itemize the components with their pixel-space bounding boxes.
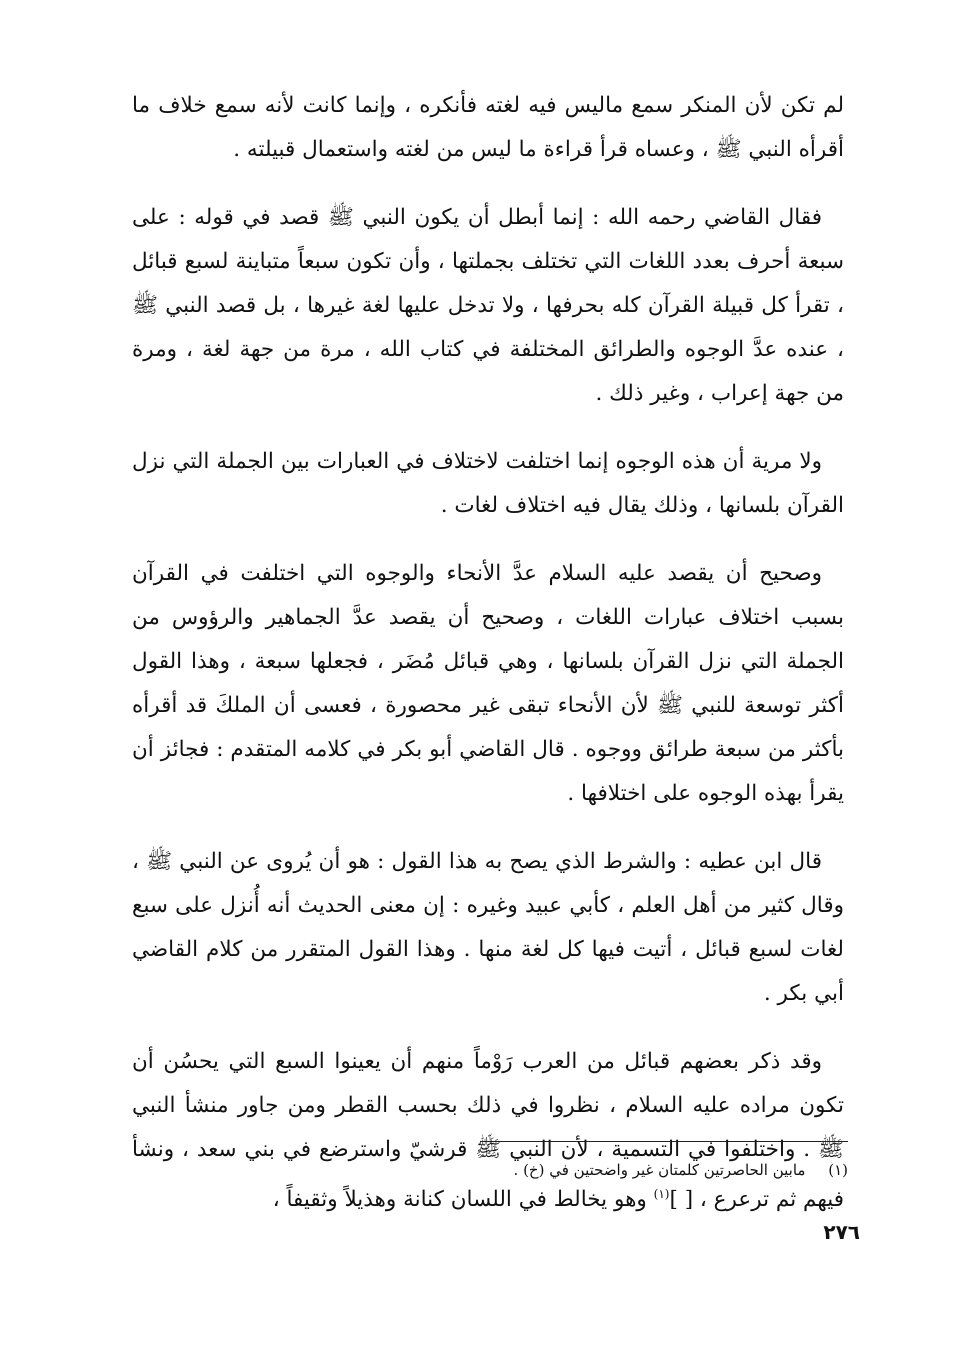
paragraph-4-text: وصحيح أن يقصد عليه السلام عدَّ الأنحاء والوجوه التي اختلفت في القرآن بسبب اختلاف عبارات اللغات ، وصحيح أن يقصد عدَّ الجماهير والرؤوس من الجملة التي نزل القرآن بلسانها ، وهي قبائل مُضَر ، فجعلها سبعة ، وهذا القول أكثر توسعة للنبي ﷺ لأن الأنحاء تبقى غير محصورة ، فعسى أن الملكَ قد أقرأه بأكثر من سبعة طرائق ووجوه . قال القاضي أبو بكر في كلامه المتقدم : فجائز أن يقرأ بهذه الوجوه على اختلافها . [132, 561, 844, 806]
page-number: ٢٧٦ [823, 1220, 860, 1244]
footnote-number: (١) [828, 1161, 848, 1179]
footnote [420, 1158, 848, 1182]
paragraph-6-text: وقد ذكر بعضهم قبائل من العرب رَوْماً منهم أن يعينوا السبع التي يحسُن أن تكون مراده عليه السلام ، نظروا في ذلك بحسب القطر ومن جاور منشأ النبي ﷺ . واختلفوا في التسمية ، لأن النبي ﷺ قرشيّ واسترضع في بني سعد ، ونشأ فيهم ثم ترعرع ، [ ] [132, 1049, 844, 1213]
main-text [132, 84, 844, 1246]
paragraph-5-text: قال ابن عطيه : والشرط الذي يصح به هذا القول : هو أن يُروى عن النبي ﷺ ، وقال كثير من أهل العلم ، كأبي عبيد وغيره : إن معنى الحديث أنه أُنزل على سبع لغات لسبع قبائل ، أتيت فيها كل لغة منها . وهذا القول المتقرر من كلام القاضي أبي بكر . [132, 849, 844, 1006]
paragraph-1-text: لم تكن لأن المنكر سمع ماليس فيه لغته فأنكره ، وإنما كانت لأنه سمع خلاف ما أقرأه النبي ﷺ ، وعساه قرأ قراءة ما ليس من لغته واستعمال قبيلته . [132, 93, 844, 162]
paragraph-6 [132, 1040, 844, 1222]
paragraph-4 [132, 552, 844, 816]
paragraph-3 [132, 440, 844, 528]
footnote-divider [480, 1141, 848, 1142]
paragraph-6-tail: وهو يخالط في اللسان كنانة وهذيلاً وثقيفاً ، [272, 1187, 647, 1213]
paragraph-2 [132, 196, 844, 416]
footnote-reference: (١) [653, 1187, 670, 1201]
footnote-text: مابين الحاصرتين كلمتان غير واضحتين في (خ) . [513, 1161, 806, 1179]
paragraph-2-text: فقال القاضي رحمه الله : إنما أبطل أن يكون النبي ﷺ قصد في قوله : على سبعة أحرف بعدد اللغات التي تختلف بجملتها ، وأن تكون سبعاً متباينة لسبع قبائل ، تقرأ كل قبيلة القرآن كله بحرفها ، ولا تدخل عليها لغة غيرها ، بل قصد النبي ﷺ ، عنده عدَّ الوجوه والطرائق المختلفة في كتاب الله ، مرة من جهة لغة ، ومرة من جهة إعراب ، وغير ذلك . [132, 205, 844, 406]
paragraph-1 [132, 84, 844, 172]
paragraph-3-text: ولا مرية أن هذه الوجوه إنما اختلفت لاختلاف في العبارات بين الجملة التي نزل القرآن بلسانها ، وذلك يقال فيه اختلاف لغات . [132, 449, 844, 518]
paragraph-5 [132, 840, 844, 1016]
